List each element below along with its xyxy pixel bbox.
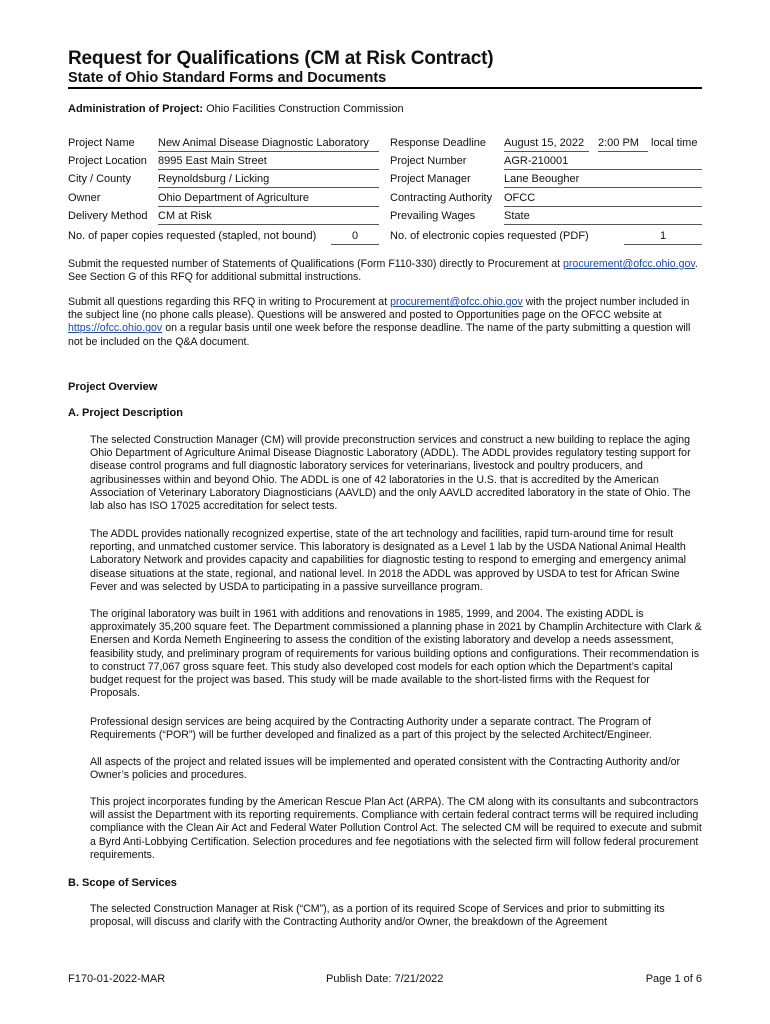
submission-text-1: Submit the requested number of Statements of Qualifications (Form F110-330) directly to Procurement at bbox=[68, 258, 561, 270]
delivery-method-value: CM at Risk bbox=[158, 210, 379, 225]
prevailing-wages-label: Prevailing Wages bbox=[390, 210, 476, 222]
procurement-email-link[interactable]: procurement@ofcc.ohio.gov bbox=[563, 258, 695, 270]
prevailing-wages-value: State bbox=[504, 210, 702, 225]
paper-copies-label: No. of paper copies requested (stapled, not bound) bbox=[68, 230, 317, 242]
questions-text-2: with the project number included in the subject line (no phone calls please). Questions will be answered and posted to Opportunities page on the OFCC website at bbox=[68, 296, 690, 322]
response-deadline-label: Response Deadline bbox=[390, 137, 487, 149]
project-number-value: AGR-210001 bbox=[504, 155, 702, 170]
response-deadline-time: 2:00 PM bbox=[598, 137, 648, 152]
contracting-authority-value: OFCC bbox=[504, 192, 702, 207]
description-paragraph-4: Professional design services are being acquired by the Contracting Authority under a separate contract. The Program of Requirements (“POR”) will be further developed and finalized as a part of this project by the selected Architect/Engineer. bbox=[90, 716, 652, 742]
project-name-label: Project Name bbox=[68, 137, 135, 149]
administration-line bbox=[68, 103, 404, 115]
electronic-copies-value: 1 bbox=[624, 230, 702, 245]
description-paragraph-6: This project incorporates funding by the American Rescue Plan Act (ARPA). The CM along with its consultants and subcontractors will assist the Department with its reporting requirements. Compliance with certain federal contract terms will be required including compliance with the Clean Air Act and Federal Water Pollution Control Act. The selected CM will be required to execute and submit a Byrd Anti-Lobbying Certification. Selection procedures and fee negotiations with the selected firm will follow federal procurement requirements. bbox=[90, 796, 702, 861]
project-name-value: New Animal Disease Diagnostic Laboratory bbox=[158, 137, 379, 152]
project-location-value: 8995 East Main Street bbox=[158, 155, 379, 170]
admin-label: Administration of Project: bbox=[68, 103, 204, 115]
submission-paragraph bbox=[68, 258, 702, 284]
page-title: Request for Qualifications (CM at Risk Contract) bbox=[68, 48, 494, 69]
submission-text-2: . See Section G of this RFQ for additional submittal instructions. bbox=[68, 258, 698, 284]
description-paragraph-2: The ADDL provides nationally recognized expertise, state of the art technology and facilities, rapid turn-around time for result reporting, and unmatched customer service. This laboratory is designated as a Level 1 lab by the USDA National Animal Health Laboratory Network and provides capacity and capabilities for diagnostic testing to respond to emerging and emergency animal disease situations at the state, regional, and national level. In 2018 the ADDL was approved by USDA to test for African Swine Fever and was selected by USDA to participating in a passive surveillance program. bbox=[90, 528, 686, 593]
project-overview-heading: Project Overview bbox=[68, 381, 158, 393]
section-b-heading: B. Scope of Services bbox=[68, 877, 177, 889]
admin-value: Ohio Facilities Construction Commission bbox=[206, 103, 404, 115]
paper-copies-value: 0 bbox=[331, 230, 379, 245]
description-paragraph-3: The original laboratory was built in 1961 with additions and renovations in 1985, 1999, and 2004. The existing ADDL is approximately 35,200 square feet. The Department commissioned a planning phase in 2021 by Champlin Architecture with Clark & Enersen and Korda Nemeth Engineering to assess the condition of the existing laboratory and develop a needs assessment, feasibility study, and preliminary program of requirements for various building options and configurations. Their recommendation is to construct 77,067 gross square feet. This study also developed cost models for each option which the Department’s capital budget request for the project was based. This study will be made available to the short-listed firms with the Request for Proposals. bbox=[90, 608, 702, 700]
scope-paragraph: The selected Construction Manager at Risk (“CM”), as a portion of its required Scope of Services and prior to submitting its proposal, will discuss and clarify with the Contracting Authority and/or Owner, the breakdown of the Agreement bbox=[90, 903, 665, 929]
electronic-copies-label: No. of electronic copies requested (PDF) bbox=[390, 230, 589, 242]
title-divider bbox=[68, 87, 702, 89]
response-deadline-suffix: local time bbox=[651, 137, 698, 149]
city-county-value: Reynoldsburg / Licking bbox=[158, 173, 379, 188]
delivery-method-label: Delivery Method bbox=[68, 210, 148, 222]
contracting-authority-label: Contracting Authority bbox=[390, 192, 493, 204]
city-county-label: City / County bbox=[68, 173, 131, 185]
project-location-label: Project Location bbox=[68, 155, 147, 167]
page-subtitle: State of Ohio Standard Forms and Documents bbox=[68, 70, 387, 86]
response-deadline-date: August 15, 2022 bbox=[504, 137, 589, 152]
description-paragraph-1: The selected Construction Manager (CM) will provide preconstruction services and construct a new building to replace the aging Ohio Department of Agriculture Animal Disease Diagnostic Laboratory (ADDL). The ADDL provides regulatory testing support for disease control programs and full diagnostic laboratory services for veterinarians, livestock and poultry producers, and agribusinesses within and beyond Ohio. The ADDL is one of 42 laboratories in the U.S. that is accredited by the American Association of Veterinary Laboratory Diagnosticians (AAVLD) and the only AAVLD accredited laboratory in the state of Ohio. The lab also has ISO 17025 accreditation for select tests. bbox=[90, 434, 691, 513]
questions-text-3: on a regular basis until one week before the response deadline. The name of the party submitting a question will not be included on the Q&A document. bbox=[68, 322, 691, 348]
description-paragraph-5: All aspects of the project and related issues will be implemented and operated consistent with the Contracting Authority and/or Owner’s policies and procedures. bbox=[90, 756, 681, 782]
project-number-label: Project Number bbox=[390, 155, 467, 167]
project-manager-label: Project Manager bbox=[390, 173, 471, 185]
footer-publish-date: Publish Date: 7/21/2022 bbox=[326, 973, 444, 985]
questions-text-1: Submit all questions regarding this RFQ in writing to Procurement at bbox=[68, 296, 388, 308]
project-manager-value: Lane Beougher bbox=[504, 173, 702, 188]
questions-paragraph bbox=[68, 296, 702, 349]
footer-form-id: F170-01-2022-MAR bbox=[68, 973, 166, 985]
section-a-heading: A. Project Description bbox=[68, 407, 183, 419]
ofcc-website-link[interactable]: https://ofcc.ohio.gov bbox=[68, 322, 163, 335]
owner-label: Owner bbox=[68, 192, 101, 204]
footer-page-number: Page 1 of 6 bbox=[645, 973, 702, 985]
questions-email-link[interactable]: procurement@ofcc.ohio.gov bbox=[390, 296, 523, 308]
owner-value: Ohio Department of Agriculture bbox=[158, 192, 379, 207]
